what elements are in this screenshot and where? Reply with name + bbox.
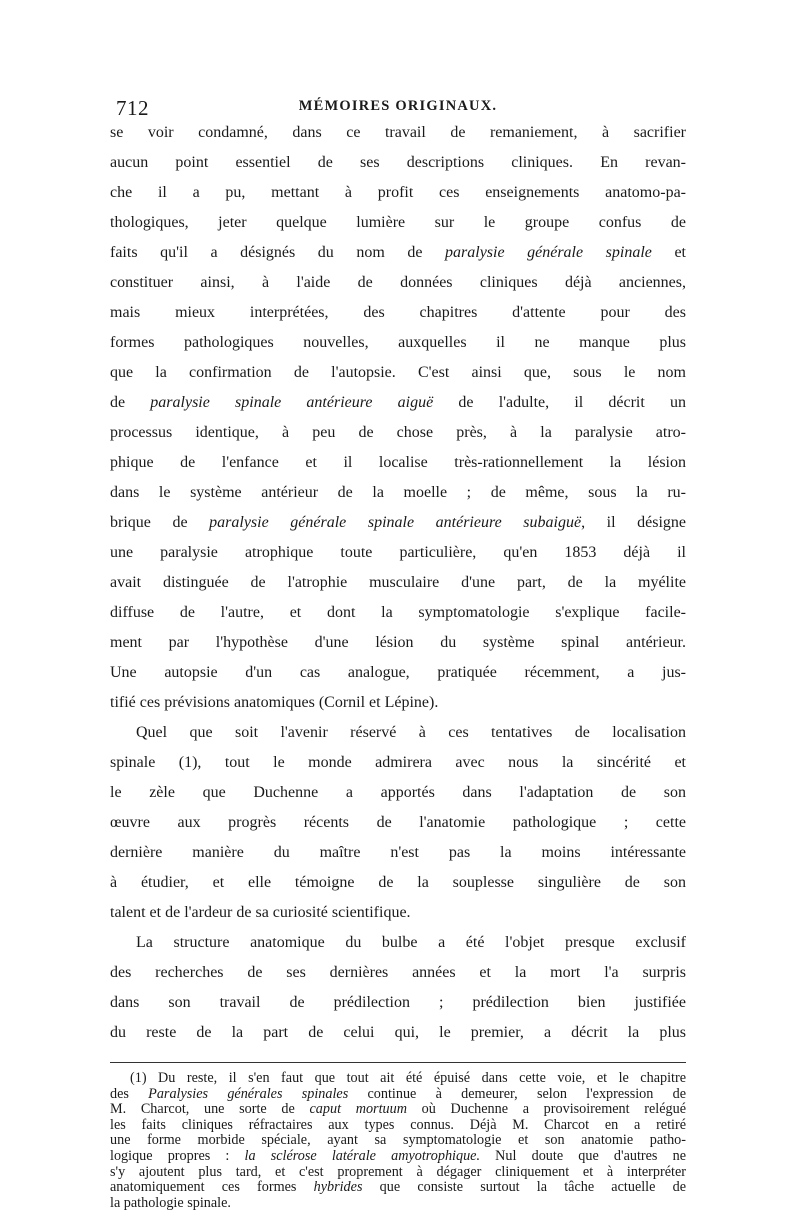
italic-term: caput mortuum xyxy=(309,1102,407,1118)
text-line: constituer ainsi, à l'aide de données cliniques déjà anciennes, xyxy=(110,274,686,291)
text-segment: faits qu'il a désignés du nom de xyxy=(110,244,446,261)
text-line: phique de l'enfance et il localise très-rationnellement la lésion xyxy=(110,454,686,471)
text-segment: logique propres : xyxy=(110,1148,245,1164)
text-line: aucun point essentiel de ses descriptions cliniques. En revan- xyxy=(110,154,686,171)
text-segment: de l'adulte, il décrit un xyxy=(433,394,686,411)
text-segment: que consiste surtout la tâche actuelle de xyxy=(362,1180,686,1196)
footnote xyxy=(110,1071,686,1211)
text-line: spinale (1), tout le monde admirera avec nous la sincérité et xyxy=(110,754,686,771)
text-line: thologiques, jeter quelque lumière sur le groupe confus de xyxy=(110,214,686,231)
text-line: une paralysie atrophique toute particulière, qu'en 1853 déjà il xyxy=(110,544,686,561)
text-line: che il a pu, mettant à profit ces enseignements anatomo-pa- xyxy=(110,184,686,201)
paragraph-2 xyxy=(110,724,686,934)
footnote-line xyxy=(110,1180,686,1196)
text-line: dans le système antérieur de la moelle ; de même, sous la ru- xyxy=(110,484,686,501)
text-line: La structure anatomique du bulbe a été l'objet presque exclusif xyxy=(136,934,686,951)
body-text xyxy=(110,124,686,1054)
text-line: du reste de la part de celui qui, le premier, a décrit la plus xyxy=(110,1024,686,1041)
text-segment: , il désigne xyxy=(581,514,686,531)
text-line xyxy=(110,244,686,274)
page-header xyxy=(110,96,686,124)
footnote-line xyxy=(110,1149,686,1165)
text-line: avait distinguée de l'atrophie musculaire d'une part, de la myélite xyxy=(110,574,686,591)
text-line: diffuse de l'autre, et dont la symptomatologie s'explique facile- xyxy=(110,604,686,621)
paragraph-1 xyxy=(110,124,686,724)
text-line: Une autopsie d'un cas analogue, pratiquée récemment, a jus- xyxy=(110,664,686,681)
text-line xyxy=(110,514,686,544)
text-segment: brique de xyxy=(110,514,210,531)
page xyxy=(110,96,686,1211)
text-line: des recherches de ses dernières années et la mort l'a surpris xyxy=(110,964,686,981)
running-title: MÉMOIRES ORIGINAUX. xyxy=(298,98,498,114)
text-segment: continue à demeurer, selon l'expression de xyxy=(348,1086,686,1102)
italic-term: paralysie spinale antérieure aiguë xyxy=(150,394,434,411)
text-line: à étudier, et elle témoigne de la souplesse singulière de son xyxy=(110,874,686,891)
text-segment: et xyxy=(651,244,686,261)
footnote-line xyxy=(110,1087,686,1103)
text-line: dernière manière du maître n'est pas la moins intéressante xyxy=(110,844,686,861)
text-line: ment par l'hypothèse d'une lésion du système spinal antérieur. xyxy=(110,634,686,651)
text-segment: où Duchenne a provisoirement relégué xyxy=(406,1102,686,1118)
footnote-line: une forme morbide spéciale, ayant sa symptomatologie et son anatomie patho- xyxy=(110,1133,686,1149)
text-segment: Nul doute que d'autres ne xyxy=(480,1148,686,1164)
text-line: se voir condamné, dans ce travail de remaniement, à sacrifier xyxy=(110,124,686,141)
italic-term: paralysie générale spinale xyxy=(445,244,652,261)
text-line xyxy=(110,394,686,424)
text-segment: de xyxy=(110,394,151,411)
text-segment: anatomiquement ces formes xyxy=(110,1180,314,1196)
text-line: le zèle que Duchenne a apportés dans l'adaptation de son xyxy=(110,784,686,801)
paragraph-3 xyxy=(110,934,686,1054)
italic-term: la sclérose latérale amyotrophique. xyxy=(244,1148,481,1164)
text-segment: M. Charcot, une sorte de xyxy=(110,1102,310,1118)
footnote-line: s'y ajoutent plus tard, et c'est proprement à dégager cliniquement et à interpréter xyxy=(110,1164,686,1180)
text-line: tifié ces prévisions anatomiques (Cornil et Lépine). xyxy=(110,694,439,711)
italic-term: paralysie générale spinale antérieure subaiguë xyxy=(209,514,582,531)
text-line: Quel que soit l'avenir réservé à ces tentatives de localisation xyxy=(136,724,686,741)
page-number: 712 xyxy=(116,96,149,120)
text-line: mais mieux interprétées, des chapitres d'attente pour des xyxy=(110,304,686,321)
text-line: formes pathologiques nouvelles, auxquelles il ne manque plus xyxy=(110,334,686,351)
footnote-line xyxy=(110,1102,686,1118)
text-line: processus identique, à peu de chose près, à la paralysie atro- xyxy=(110,424,686,441)
footnote-divider xyxy=(110,1062,686,1063)
footnote-line: la pathologie spinale. xyxy=(110,1195,231,1211)
text-line: talent et de l'ardeur de sa curiosité scientifique. xyxy=(110,904,411,921)
text-line: que la confirmation de l'autopsie. C'est ainsi que, sous le nom xyxy=(110,364,686,381)
italic-term: Paralysies générales spinales xyxy=(148,1086,349,1102)
footnote-line: (1) Du reste, il s'en faut que tout ait été épuisé dans cette voie, et le chapitre xyxy=(130,1071,686,1086)
text-line: œuvre aux progrès récents de l'anatomie pathologique ; cette xyxy=(110,814,686,831)
text-line: dans son travail de prédilection ; prédilection bien justifiée xyxy=(110,994,686,1011)
italic-term: hybrides xyxy=(313,1180,363,1196)
footnote-line: les faits cliniques réfractaires aux types connus. Déjà M. Charcot en a retiré xyxy=(110,1117,686,1133)
text-segment: des xyxy=(110,1086,149,1102)
